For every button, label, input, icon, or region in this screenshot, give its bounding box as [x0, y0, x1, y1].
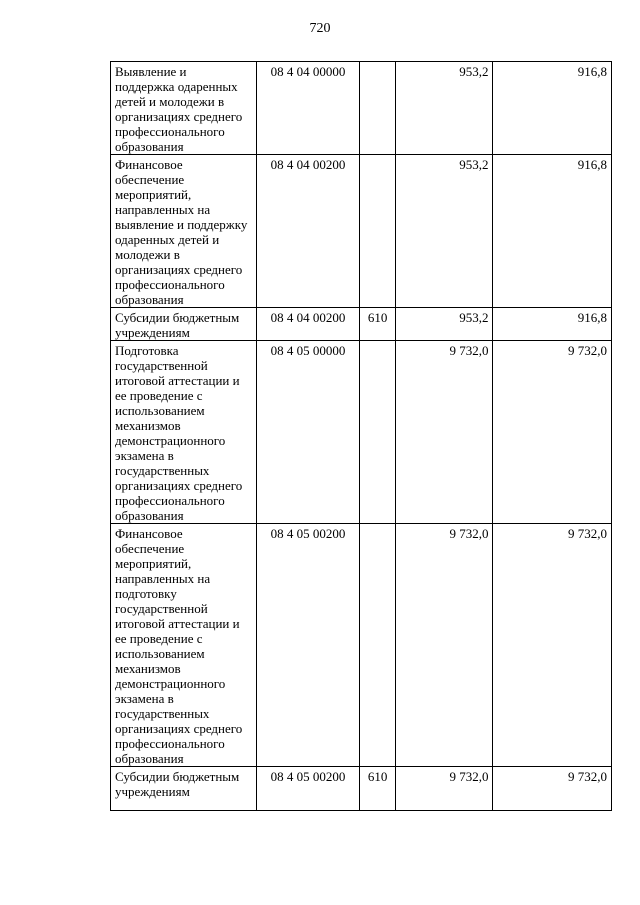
cell-expense-type: [360, 341, 395, 524]
cell-amount-1: 9 732,0: [395, 524, 493, 767]
cell-amount-2: 916,8: [493, 62, 612, 155]
name-line: ее проведение с: [115, 388, 203, 403]
name-line: молодежи в: [115, 247, 180, 262]
cell-amount-2: 916,8: [493, 155, 612, 308]
name-line: образования: [115, 292, 184, 307]
cell-amount-2: 916,8: [493, 308, 612, 341]
name-line: организациях среднего: [115, 262, 243, 277]
name-line: направленных на: [115, 571, 211, 586]
name-line: итоговой аттестации и: [115, 373, 240, 388]
name-line: одаренных детей и: [115, 232, 220, 247]
cell-code: 08 4 05 00000: [256, 341, 360, 524]
name-line: обеспечение: [115, 172, 185, 187]
name-line: организациях среднего: [115, 721, 243, 736]
name-line: выявление и поддержку: [115, 217, 248, 232]
name-line: подготовку: [115, 586, 177, 601]
cell-expense-type: [360, 524, 395, 767]
name-line: учреждениям: [115, 784, 190, 799]
cell-name: [111, 308, 257, 341]
cell-expense-type: [360, 62, 395, 155]
name-line: учреждениям: [115, 325, 190, 340]
name-line: итоговой аттестации и: [115, 616, 240, 631]
name-line: профессионального: [115, 124, 225, 139]
name-line: ее проведение с: [115, 631, 203, 646]
cell-name: [111, 155, 257, 308]
cell-amount-1: 9 732,0: [395, 767, 493, 811]
name-line: государственной: [115, 601, 208, 616]
name-line: профессионального: [115, 493, 225, 508]
name-line: демонстрационного: [115, 433, 226, 448]
name-line: демонстрационного: [115, 676, 226, 691]
name-line: государственной: [115, 358, 208, 373]
cell-name: [111, 767, 257, 811]
name-line: Субсидии бюджетным: [115, 769, 240, 784]
table-row: [111, 155, 612, 308]
name-line: экзамена в: [115, 691, 174, 706]
name-line: использованием: [115, 646, 205, 661]
cell-amount-2: 9 732,0: [493, 341, 612, 524]
cell-name: [111, 62, 257, 155]
cell-code: 08 4 04 00200: [256, 155, 360, 308]
cell-amount-1: 9 732,0: [395, 341, 493, 524]
cell-amount-1: 953,2: [395, 62, 493, 155]
cell-expense-type: 610: [360, 767, 395, 811]
cell-code: 08 4 04 00000: [256, 62, 360, 155]
table-body: [111, 62, 612, 811]
name-line: профессионального: [115, 277, 225, 292]
table-row: [111, 524, 612, 767]
cell-expense-type: 610: [360, 308, 395, 341]
cell-code: 08 4 05 00200: [256, 524, 360, 767]
table-row: [111, 308, 612, 341]
page-number: 720: [309, 21, 331, 36]
name-line: Подготовка: [115, 343, 179, 358]
table-row: [111, 62, 612, 155]
name-line: использованием: [115, 403, 205, 418]
cell-expense-type: [360, 155, 395, 308]
table-row: [111, 767, 612, 811]
name-line: образования: [115, 508, 184, 523]
cell-name: [111, 341, 257, 524]
name-line: экзамена в: [115, 448, 174, 463]
name-line: образования: [115, 139, 184, 154]
name-line: поддержка одаренных: [115, 79, 238, 94]
name-line: обеспечение: [115, 541, 185, 556]
name-line: мероприятий,: [115, 556, 192, 571]
name-line: механизмов: [115, 661, 181, 676]
name-line: механизмов: [115, 418, 181, 433]
name-line: государственных: [115, 463, 210, 478]
cell-amount-2: 9 732,0: [493, 524, 612, 767]
name-line: Финансовое: [115, 526, 183, 541]
cell-code: 08 4 04 00200: [256, 308, 360, 341]
cell-amount-1: 953,2: [395, 155, 493, 308]
name-line: Выявление и: [115, 64, 187, 79]
name-line: организациях среднего: [115, 478, 243, 493]
name-line: мероприятий,: [115, 187, 192, 202]
cell-amount-1: 953,2: [395, 308, 493, 341]
name-line: государственных: [115, 706, 210, 721]
name-line: детей и молодежи в: [115, 94, 225, 109]
name-line: организациях среднего: [115, 109, 243, 124]
table-row: [111, 341, 612, 524]
name-line: образования: [115, 751, 184, 766]
name-line: направленных на: [115, 202, 211, 217]
cell-code: 08 4 05 00200: [256, 767, 360, 811]
cell-amount-2: 9 732,0: [493, 767, 612, 811]
cell-name: [111, 524, 257, 767]
name-line: Субсидии бюджетным: [115, 310, 240, 325]
budget-table: [110, 61, 612, 811]
name-line: профессионального: [115, 736, 225, 751]
name-line: Финансовое: [115, 157, 183, 172]
